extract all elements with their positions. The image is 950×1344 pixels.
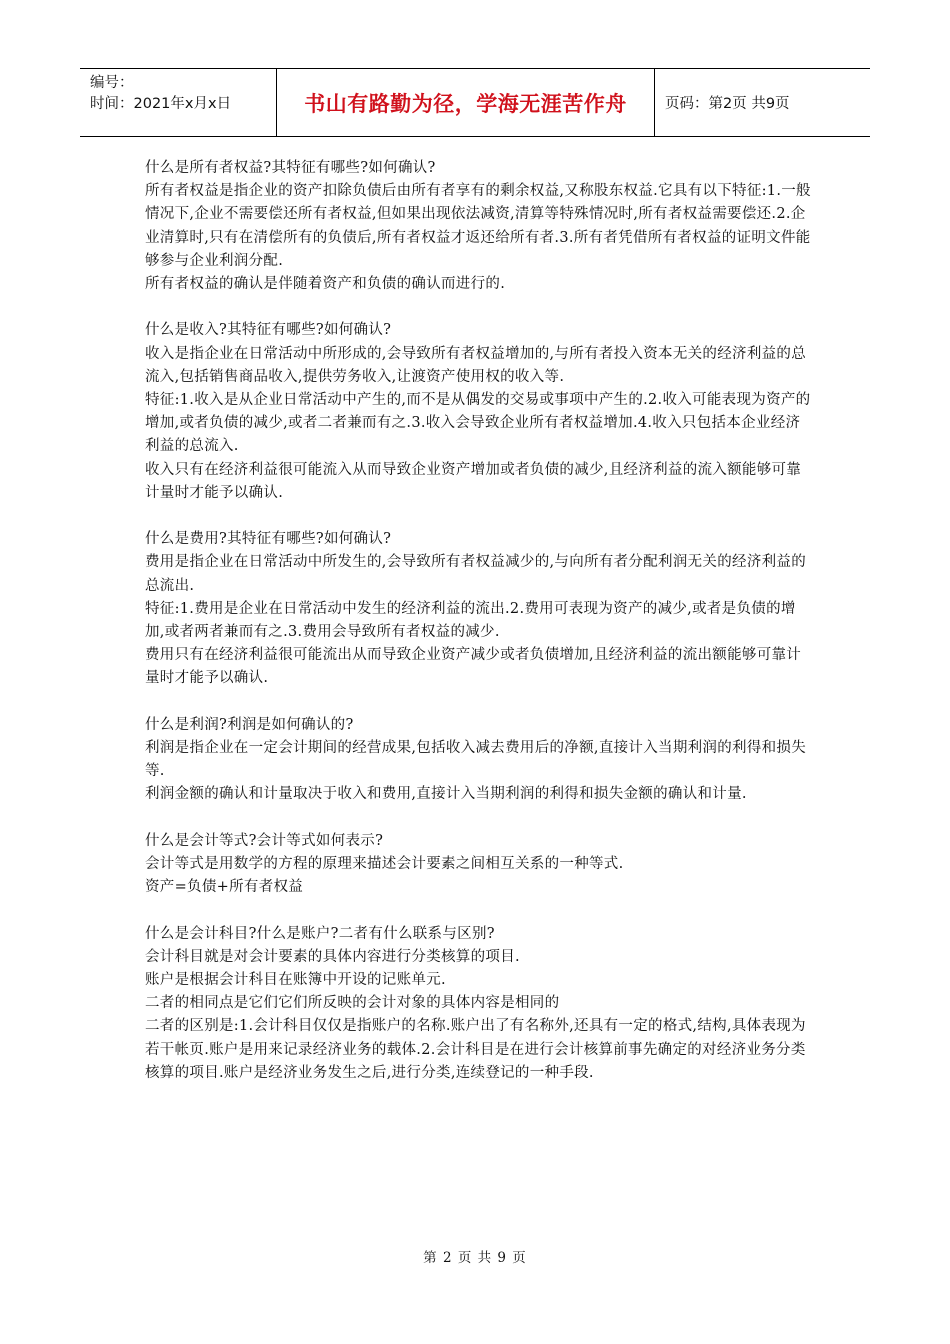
section-question: 什么是所有者权益?其特征有哪些?如何确认? — [145, 160, 436, 176]
qa-section — [145, 319, 813, 505]
section-paragraph: 利润金额的确认和计量取决于收入和费用,直接计入当期利润的利得和损失金额的确认和计量. — [145, 786, 747, 803]
section-paragraph: 特征:1.费用是企业在日常活动中发生的经济利益的流出.2.费用可表现为资产的减少,或者是负债的增加,或者两者兼而有之.3.费用会导致所有者权益的减少. — [145, 600, 796, 641]
section-paragraph: 所有者权益的确认是伴随着资产和负债的确认而进行的. — [145, 276, 506, 293]
document-time-label: 时间：2021年x月x日 — [90, 96, 232, 112]
section-paragraph: 资产=负债+所有者权益 — [145, 879, 304, 896]
section-paragraph: 利润是指企业在一定会计期间的经营成果,包括收入减去费用后的净额,直接计入当期利润的利得和损失等. — [145, 740, 807, 780]
section-paragraph: 收入是指企业在日常活动中所形成的,会导致所有者权益增加的,与所有者投入资本无关的经济利益的总流入,包括销售商品收入,提供劳务收入,让渡资产使用权的收入等. — [145, 345, 807, 385]
section-question: 什么是费用?其特征有哪些?如何确认? — [145, 531, 392, 548]
qa-section — [145, 923, 813, 1085]
qa-section — [145, 528, 813, 690]
section-question: 什么是会计等式?会计等式如何表示? — [145, 832, 384, 849]
page-footer: 第 2 页 共 9 页 — [423, 1250, 527, 1266]
section-paragraph: 二者的相同点是它们它们所反映的会计对象的具体内容是相同的 — [145, 995, 560, 1012]
section-paragraph: 会计科目就是对会计要素的具体内容进行分类核算的项目. — [145, 948, 520, 965]
section-paragraph: 费用只有在经济利益很可能流出从而导致企业资产减少或者负债增加,且经济利益的流出额能够可靠计量时才能予以确认. — [145, 647, 802, 687]
document-number-label: 编号： — [90, 75, 134, 91]
section-paragraph: 特征:1.收入是从企业日常活动中产生的,而不是从偶发的交易或事项中产生的.2.收入可能表现为资产的增加,或者负债的减少,或者二者兼而有之.3.收入会导致企业所有者权益增加.4.收入只包括本企业经济利益的总流入. — [145, 392, 811, 455]
section-paragraph: 二者的区别是:1.会计科目仅仅是指账户的名称.账户出了有名称外,还具有一定的格式,结构,具体表现为若干帐页.账户是用来记录经济业务的载体.2.会计科目是在进行会计核算前事先确定的对经济业务分类核算的项目.账户是经济业务发生之后,进行分类,连续登记的一种手段. — [145, 1018, 806, 1081]
section-question: 什么是利润?利润是如何确认的? — [145, 716, 354, 733]
section-question: 什么是收入?其特征有哪些?如何确认? — [145, 322, 392, 339]
section-paragraph: 费用是指企业在日常活动中所发生的,会导致所有者权益减少的,与向所有者分配利润无关的经济利益的总流出. — [145, 554, 807, 594]
qa-section — [145, 830, 813, 900]
qa-section — [145, 157, 813, 296]
section-paragraph: 会计等式是用数学的方程的原理来描述会计要素之间相互关系的一种等式. — [145, 856, 624, 873]
header-left-cell — [80, 69, 277, 136]
section-paragraph: 收入只有在经济利益很可能流入从而导致企业资产增加或者负债的减少,且经济利益的流入额能够可靠计量时才能予以确认. — [145, 461, 802, 501]
section-paragraph: 所有者权益是指企业的资产扣除负债后由所有者享有的剩余权益,又称股东权益.它具有以下特征:1.一般情况下,企业不需要偿还所有者权益,但如果出现依法减资,清算等特殊情况时,所有者权益需要偿还.2.企业清算时,只有在清偿所有的负债后,所有者权益才返还给所有者.3.所有者凭借所有者权益的证明文件能够参与企业利润分配. — [145, 183, 811, 269]
header-motto: 书山有路勤为径，学海无涯苦作舟 — [277, 69, 655, 136]
page-header — [80, 68, 870, 137]
document-body — [145, 157, 813, 1108]
section-paragraph: 账户是根据会计科目在账簿中开设的记账单元. — [145, 972, 446, 989]
qa-section — [145, 714, 813, 807]
header-page-label: 页码：第2页 共9页 — [665, 96, 790, 112]
section-question: 什么是会计科目?什么是账户?二者有什么联系与区别? — [145, 925, 495, 942]
